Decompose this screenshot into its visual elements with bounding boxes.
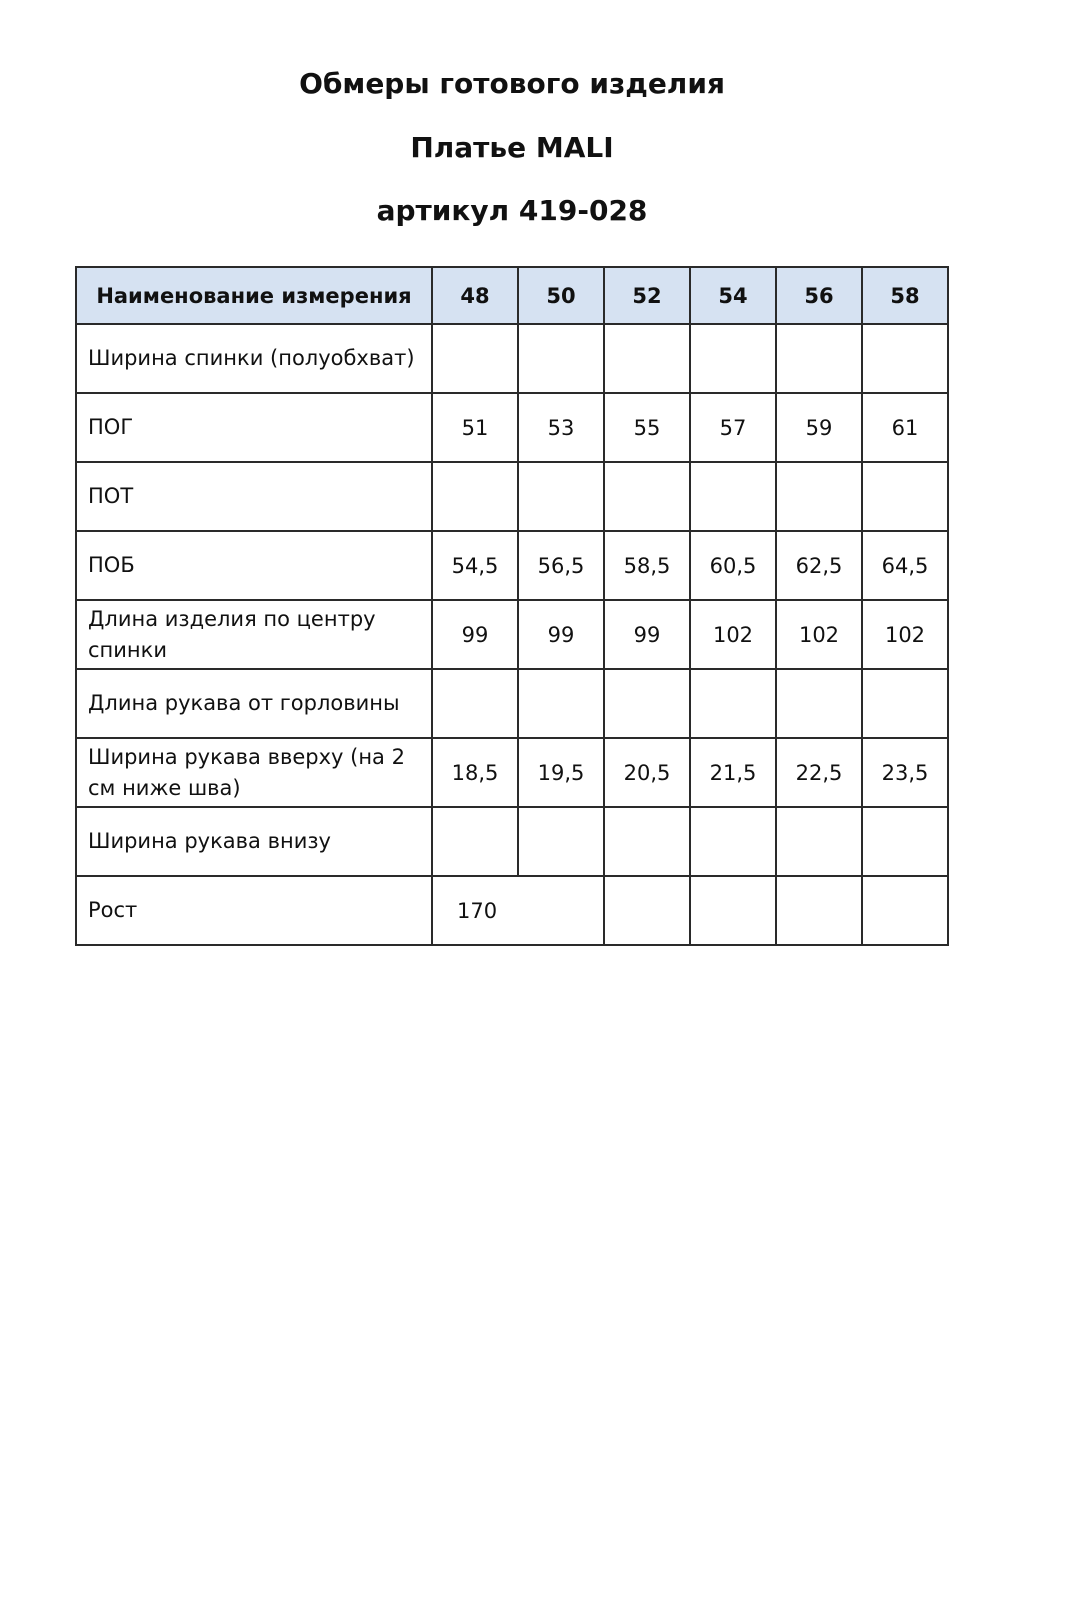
table-cell bbox=[776, 807, 862, 876]
table-cell bbox=[690, 324, 776, 393]
table-row bbox=[76, 393, 948, 462]
table-cell: 102 bbox=[776, 600, 862, 669]
table-cell bbox=[432, 324, 518, 393]
table-cell bbox=[690, 462, 776, 531]
table-cell: 57 bbox=[690, 393, 776, 462]
table-cell bbox=[518, 462, 604, 531]
row-label: ПОТ bbox=[76, 462, 432, 531]
table-cell bbox=[690, 807, 776, 876]
table-cell: 19,5 bbox=[518, 738, 604, 807]
table-cell: 59 bbox=[776, 393, 862, 462]
table-row bbox=[76, 807, 948, 876]
column-header-name: Наименование измерения bbox=[76, 267, 432, 324]
column-header-size: 56 bbox=[776, 267, 862, 324]
table-cell bbox=[776, 462, 862, 531]
table-cell: 60,5 bbox=[690, 531, 776, 600]
table-cell bbox=[862, 669, 948, 738]
measurements-table bbox=[75, 266, 949, 946]
table-cell bbox=[432, 462, 518, 531]
table-cell bbox=[432, 807, 518, 876]
table-cell bbox=[518, 324, 604, 393]
table-cell bbox=[776, 669, 862, 738]
table-row bbox=[76, 462, 948, 531]
table-cell bbox=[862, 462, 948, 531]
table-cell: 62,5 bbox=[776, 531, 862, 600]
table-cell bbox=[604, 807, 690, 876]
table-cell: 102 bbox=[862, 600, 948, 669]
table-row-height bbox=[76, 876, 948, 945]
table-cell: 58,5 bbox=[604, 531, 690, 600]
table-cell: 61 bbox=[862, 393, 948, 462]
table-cell bbox=[776, 324, 862, 393]
table-row bbox=[76, 531, 948, 600]
column-header-size: 54 bbox=[690, 267, 776, 324]
table-cell: 51 bbox=[432, 393, 518, 462]
table-cell bbox=[604, 324, 690, 393]
table-cell: 20,5 bbox=[604, 738, 690, 807]
column-header-size: 52 bbox=[604, 267, 690, 324]
table-cell bbox=[862, 807, 948, 876]
table-cell: 56,5 bbox=[518, 531, 604, 600]
table-cell: 64,5 bbox=[862, 531, 948, 600]
column-header-size: 58 bbox=[862, 267, 948, 324]
row-label: Рост bbox=[76, 876, 432, 945]
table-cell bbox=[604, 462, 690, 531]
table-cell: 53 bbox=[518, 393, 604, 462]
row-label: ПОГ bbox=[76, 393, 432, 462]
article-number: артикул 419-028 bbox=[376, 194, 648, 227]
column-header-size: 50 bbox=[518, 267, 604, 324]
height-value-cell: 170 bbox=[432, 876, 604, 945]
row-label: Длина рукава от горловины bbox=[76, 669, 432, 738]
product-name: Платье MALI bbox=[410, 131, 614, 164]
table-cell bbox=[862, 876, 948, 945]
table-cell: 54,5 bbox=[432, 531, 518, 600]
table-header-row bbox=[76, 267, 948, 324]
table-row bbox=[76, 669, 948, 738]
table-cell: 99 bbox=[604, 600, 690, 669]
table-cell: 22,5 bbox=[776, 738, 862, 807]
document-title: Обмеры готового изделия bbox=[299, 67, 725, 100]
row-label: Длина изделия по центру спинки bbox=[76, 600, 432, 669]
row-label: Ширина рукава вверху (на 2 см ниже шва) bbox=[76, 738, 432, 807]
column-header-size: 48 bbox=[432, 267, 518, 324]
table-row bbox=[76, 738, 948, 807]
table-cell: 23,5 bbox=[862, 738, 948, 807]
table-cell bbox=[604, 876, 690, 945]
table-cell bbox=[518, 807, 604, 876]
table-row bbox=[76, 600, 948, 669]
table-cell: 18,5 bbox=[432, 738, 518, 807]
table-cell: 99 bbox=[432, 600, 518, 669]
table-cell: 102 bbox=[690, 600, 776, 669]
table-cell: 99 bbox=[518, 600, 604, 669]
row-label: Ширина рукава внизу bbox=[76, 807, 432, 876]
table-cell: 21,5 bbox=[690, 738, 776, 807]
row-label: ПОБ bbox=[76, 531, 432, 600]
table-cell: 55 bbox=[604, 393, 690, 462]
table-cell bbox=[776, 876, 862, 945]
table-cell bbox=[690, 876, 776, 945]
table-cell bbox=[518, 669, 604, 738]
table-cell bbox=[432, 669, 518, 738]
table-cell bbox=[862, 324, 948, 393]
table-row bbox=[76, 324, 948, 393]
table-cell bbox=[690, 669, 776, 738]
row-label: Ширина спинки (полуобхват) bbox=[76, 324, 432, 393]
table-cell bbox=[604, 669, 690, 738]
